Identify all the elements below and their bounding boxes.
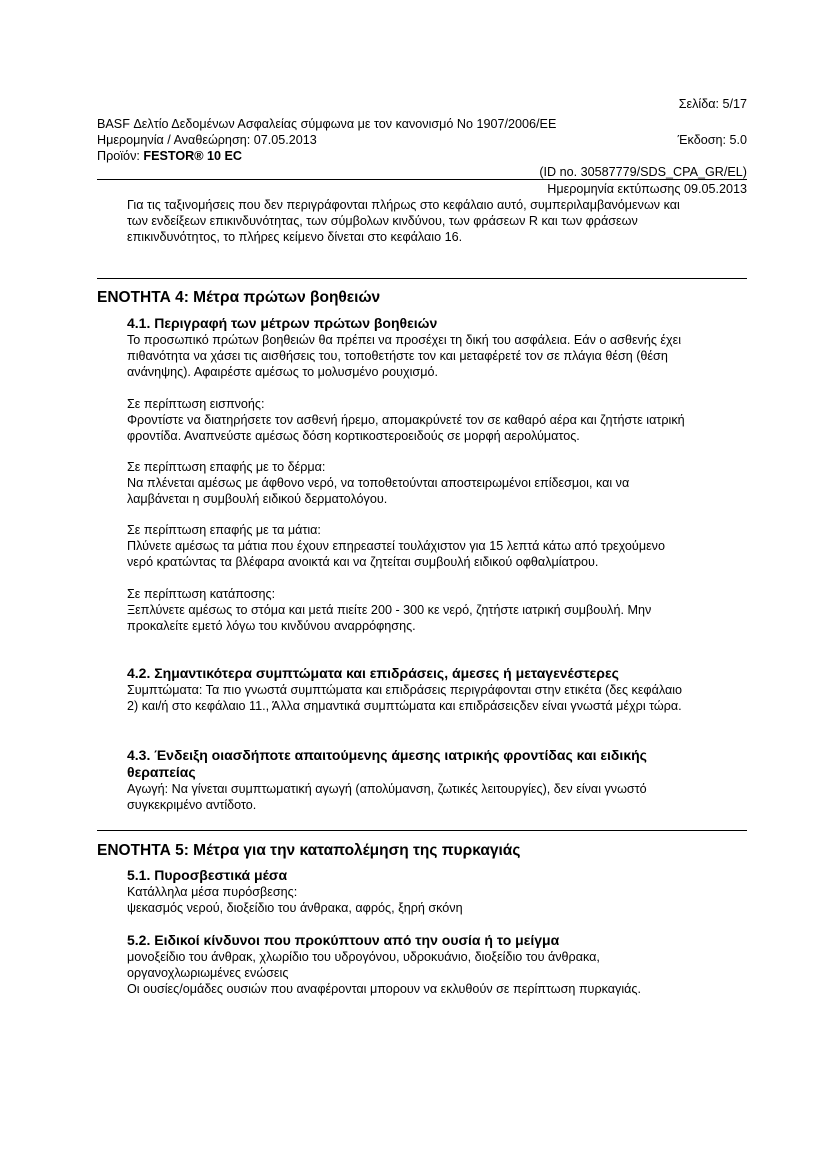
intro-paragraph <box>127 197 747 245</box>
text-line: λαμβάνεται η συμβουλή ειδικού δερματολόγου. <box>127 492 388 506</box>
text-line: Κατάλληλα μέσα πυρόσβεσης: <box>127 885 298 899</box>
subsection-5-2-title: 5.2. Ειδικοί κίνδυνοι που προκύπτουν από την ουσία ή το μείγμα <box>127 932 560 948</box>
special-hazards <box>127 949 747 997</box>
text-line: Σε περίπτωση επαφής με το δέρμα: <box>127 460 326 474</box>
text-line: φροντίδα. Αναπνεύστε αμέσως δόση κορτικοστεροειδούς σε μορφή αερολύματος. <box>127 429 580 443</box>
section-divider <box>97 278 747 279</box>
text-line: προκαλείτε εμετό λόγω του κινδύνου αναρρόφησης. <box>127 619 416 633</box>
section-5-title: ΕΝΟΤΗΤΑ 5: Μέτρα για την καταπολέμηση της πυρκαγιάς <box>97 842 521 859</box>
first-aid-general <box>127 332 747 380</box>
text-line: Φροντίστε να διατηρήσετε τον ασθενή ήρεμο, απομακρύνετέ τον σε καθαρό αέρα και ζητήστε ιατρική <box>127 413 685 427</box>
text-line: Συμπτώματα: Τα πιο γνωστά συμπτώματα και επιδράσεις περιγράφονται στην ετικέτα (δες κεφάλαιο <box>127 683 683 697</box>
text-line: Για τις ταξινομήσεις που δεν περιγράφονται πλήρως στο κεφάλαιο αυτό, συμπεριλαμβανόμενων και <box>127 198 680 212</box>
text-line: Πλύνετε αμέσως τα μάτια που έχουν επηρεαστεί τουλάχιστον για 15 λεπτά κάτω από τρεχούμενο <box>127 539 665 553</box>
first-aid-ingestion <box>127 586 747 634</box>
text-line: 2) και/ή στο κεφάλαιο 11., Άλλα σημαντικά συμπτώματα και επιδράσειςδεν είναι γνωστά μέχρι τώρα. <box>127 699 682 713</box>
treatment-paragraph <box>127 781 747 813</box>
extinguishing-media <box>127 884 747 916</box>
text-line: Αγωγή: Να γίνεται συμπτωματική αγωγή (απολύμανση, ζωτικές λειτουργίες), δεν είναι γνωστό <box>127 782 647 796</box>
text-line: μονοξείδιο του άνθρακ, χλωρίδιο του υδρογόνου, υδροκυάνιο, διοξείδιο του άνθρακα, <box>127 950 600 964</box>
text-line: επικινδυνότητος, το πλήρες κείμενο δίνεται στο κεφάλαιο 16. <box>127 230 463 244</box>
subsection-4-2-title: 4.2. Σημαντικότερα συμπτώματα και επιδράσεις, άμεσες ή μεταγενέστερες <box>127 665 619 681</box>
header-divider <box>97 179 747 180</box>
text-line: Να πλένεται αμέσως με άφθονο νερό, να τοποθετούνται αποστειρωμένοι επίδεσμοι, και να <box>127 476 630 490</box>
text-line: ανάνηψης). Αφαιρέστε αμέσως το μολυσμένο ρουχισμό. <box>127 365 438 379</box>
text-line: Σε περίπτωση επαφής με τα μάτια: <box>127 523 321 537</box>
version: Έκδοση: 5.0 <box>677 133 747 147</box>
text-line: Το προσωπικό πρώτων βοηθειών θα πρέπει να προσέχει τη δική του ασφάλεια. Εάν ο ασθενής έχει <box>127 333 682 347</box>
product-line <box>97 148 242 164</box>
section-divider <box>97 830 747 831</box>
text-line: Ξεπλύνετε αμέσως το στόμα και μετά πιείτε 200 - 300 κε νερό, ζητήστε ιατρική συμβουλή. Μην <box>127 603 652 617</box>
revision-date: Ημερομηνία / Αναθεώρηση: 07.05.2013 <box>97 133 317 147</box>
subsection-5-1-title: 5.1. Πυροσβεστικά μέσα <box>127 867 288 883</box>
text-line: Σε περίπτωση εισπνοής: <box>127 397 265 411</box>
text-line: συγκεκριμένο αντίδοτο. <box>127 798 257 812</box>
first-aid-inhalation <box>127 396 747 444</box>
text-line: πιθανότητα να χάσει τις αισθήσεις του, τοποθετήστε τον και μεταφέρετέ τον σε πλάγια θέση (θέση <box>127 349 668 363</box>
symptoms-paragraph <box>127 682 747 714</box>
subsection-4-3-title: 4.3. Ένδειξη οιασδήποτε απαιτούμενης άμεσης ιατρικής φροντίδας και ειδικής <box>127 747 647 763</box>
text-line: των ενδείξεων επικινδυνότητας, των σύμβολων κινδύνου, των φράσεων R και των φράσεων <box>127 214 638 228</box>
product-name: FESTOR® 10 EC <box>143 149 243 163</box>
text-line: ψεκασμός νερού, διοξείδιο του άνθρακα, αφρός, ξηρή σκόνη <box>127 901 463 915</box>
subsection-4-1-title: 4.1. Περιγραφή των μέτρων πρώτων βοηθειών <box>127 315 438 331</box>
text-line: νερό κρατώντας τα βλέφαρα ανοικτά και να ζητείται συμβουλή ειδικού οφθαλμίατρου. <box>127 555 599 569</box>
text-line: Σε περίπτωση κατάποσης: <box>127 587 276 601</box>
subsection-4-3-title-cont: θεραπείας <box>127 764 196 780</box>
section-4-title: ΕΝΟΤΗΤΑ 4: Μέτρα πρώτων βοηθειών <box>97 289 381 306</box>
text-line: Οι ουσίες/ομάδες ουσιών που αναφέρονται μπορουν να εκλυθούν σε περίπτωση πυρκαγιάς. <box>127 982 641 996</box>
product-label: Προϊόν: <box>97 149 144 163</box>
first-aid-eyes <box>127 522 747 570</box>
text-line: οργανοχλωριωμένες ενώσεις <box>127 966 289 980</box>
document-title-line: BASF Δελτίο Δεδομένων Ασφαλείας σύμφωνα με τον κανονισμό Νο 1907/2006/ΕΕ <box>97 117 557 131</box>
document-id: (ID no. 30587779/SDS_CPA_GR/EL) <box>539 165 747 179</box>
page-number: Σελίδα: 5/17 <box>678 97 747 111</box>
first-aid-skin <box>127 459 747 507</box>
print-date: Ημερομηνία εκτύπωσης 09.05.2013 <box>547 182 747 196</box>
